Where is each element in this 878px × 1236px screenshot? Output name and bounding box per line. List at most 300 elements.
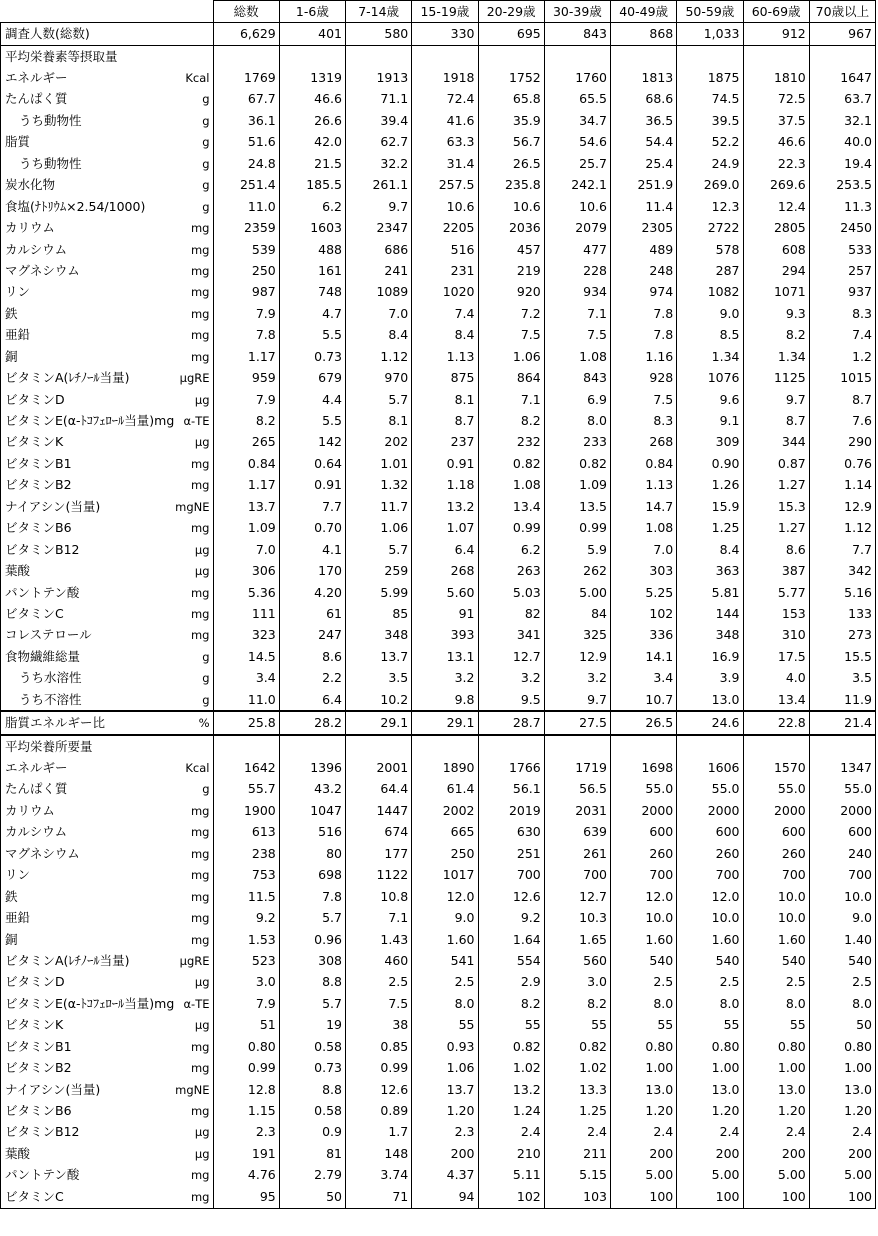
cell: 1769 [213,67,279,88]
cell: 5.15 [544,1165,610,1186]
cell: 5.11 [478,1165,544,1186]
cell: 0.9 [279,1122,345,1143]
cell: 1.00 [743,1057,809,1078]
cell: 12.3 [677,196,743,217]
cell: 6.2 [478,539,544,560]
row-unit: g [107,153,213,174]
cell: 100 [809,1186,875,1208]
cell: 1.7 [346,1122,412,1143]
cell: 0.82 [478,453,544,474]
cell: 6,629 [213,23,279,45]
cell: 26.6 [279,110,345,131]
cell: 0.80 [743,1036,809,1057]
cell: 560 [544,950,610,971]
cell: 306 [213,560,279,581]
row-unit: g [107,175,213,196]
cell: 6.4 [279,689,345,711]
cell: 1.08 [478,475,544,496]
cell: 1.09 [544,475,610,496]
cell: 13.7 [412,1079,478,1100]
cell: 7.9 [213,389,279,410]
cell: 10.6 [544,196,610,217]
row-label: ビタミンB6 [1,518,107,539]
cell: 148 [346,1143,412,1164]
cell: 8.6 [743,539,809,560]
cell: 25.8 [213,711,279,734]
cell: 7.5 [346,993,412,1014]
row-unit: μg [107,539,213,560]
cell: 1.06 [412,1057,478,1078]
cell: 0.73 [279,346,345,367]
cell: 1.20 [611,1100,677,1121]
cell: 700 [743,865,809,886]
cell: 10.0 [743,886,809,907]
row-label: うち動物性 [1,153,107,174]
cell: 170 [279,560,345,581]
cell: 19.4 [809,153,875,174]
cell: 5.77 [743,582,809,603]
cell: 1.18 [412,475,478,496]
cell: 80 [279,843,345,864]
cell: 1447 [346,800,412,821]
cell: 200 [611,1143,677,1164]
row-label: リン [1,282,107,303]
cell: 2305 [611,217,677,238]
table-row [1,496,876,517]
cell: 39.4 [346,110,412,131]
cell: 1071 [743,282,809,303]
cell: 0.89 [346,1100,412,1121]
cell: 13.0 [677,1079,743,1100]
cell: 1890 [412,757,478,778]
cell: 200 [677,1143,743,1164]
cell: 2036 [478,217,544,238]
row-label: パントテン酸 [1,582,107,603]
row-unit: mg [107,886,213,907]
row-label: 葉酸 [1,560,107,581]
cell: 541 [412,950,478,971]
cell: 36.1 [213,110,279,131]
row-unit: % [107,711,213,734]
cell: 5.7 [346,389,412,410]
cell: 9.8 [412,689,478,711]
cell: 248 [611,260,677,281]
cell: 12.0 [412,886,478,907]
cell: 341 [478,625,544,646]
table-row [1,132,876,153]
cell: 8.0 [809,993,875,1014]
row-unit: mg [107,239,213,260]
cell: 15.3 [743,496,809,517]
row-unit: μg [107,560,213,581]
column-header: 70歳以上 [809,1,875,23]
cell: 5.60 [412,582,478,603]
cell: 14.5 [213,646,279,667]
cell: 74.5 [677,89,743,110]
cell: 263 [478,560,544,581]
cell: 1.08 [611,518,677,539]
row-unit: Kcal [107,67,213,88]
cell: 1.32 [346,475,412,496]
table-row [1,1036,876,1057]
cell: 3.74 [346,1165,412,1186]
cell: 2.5 [346,972,412,993]
cell: 12.9 [544,646,610,667]
cell: 3.5 [346,668,412,689]
cell: 5.7 [279,907,345,928]
cell: 2.3 [412,1122,478,1143]
cell: 1.53 [213,929,279,950]
cell: 265 [213,432,279,453]
table-row [1,1015,876,1036]
cell: 3.4 [611,668,677,689]
cell: 36.5 [611,110,677,131]
cell: 7.4 [412,303,478,324]
cell: 24.6 [677,711,743,734]
cell: 8.0 [544,410,610,431]
cell: 24.9 [677,153,743,174]
empty-cell [743,45,809,67]
cell: 2.2 [279,668,345,689]
cell: 0.73 [279,1057,345,1078]
cell: 393 [412,625,478,646]
row-unit: μg [107,972,213,993]
cell: 1015 [809,367,875,388]
table-row [1,518,876,539]
cell: 2.79 [279,1165,345,1186]
cell: 100 [611,1186,677,1208]
cell: 460 [346,950,412,971]
cell: 1,033 [677,23,743,45]
cell: 920 [478,282,544,303]
cell: 1047 [279,800,345,821]
cell: 56.7 [478,132,544,153]
row-unit: g [107,668,213,689]
row-unit: mg [107,282,213,303]
cell: 5.36 [213,582,279,603]
cell: 8.7 [809,389,875,410]
cell: 15.9 [677,496,743,517]
cell: 238 [213,843,279,864]
row-label: ビタミンB12 [1,539,107,560]
row-label: カルシウム [1,239,107,260]
cell: 13.7 [213,496,279,517]
cell: 674 [346,822,412,843]
cell: 55.0 [677,779,743,800]
cell: 1.17 [213,346,279,367]
row-label: たんぱく質 [1,89,107,110]
cell: 5.16 [809,582,875,603]
cell: 65.8 [478,89,544,110]
cell: 4.37 [412,1165,478,1186]
cell: 342 [809,560,875,581]
cell: 5.81 [677,582,743,603]
cell: 1900 [213,800,279,821]
cell: 13.1 [412,646,478,667]
row-unit: mg [107,1100,213,1121]
cell: 1.60 [677,929,743,950]
cell: 477 [544,239,610,260]
cell: 3.2 [412,668,478,689]
cell: 1.17 [213,475,279,496]
fat-ratio-row [1,711,876,734]
column-header: 30-39歳 [544,1,610,23]
cell: 1606 [677,757,743,778]
cell: 516 [412,239,478,260]
row-label: うち不溶性 [1,689,107,711]
cell: 0.82 [544,453,610,474]
cell: 55 [611,1015,677,1036]
cell: 336 [611,625,677,646]
cell: 1.20 [809,1100,875,1121]
cell: 1.06 [346,518,412,539]
cell: 46.6 [279,89,345,110]
cell: 13.2 [478,1079,544,1100]
cell: 3.9 [677,668,743,689]
cell: 11.0 [213,196,279,217]
cell: 1.13 [611,475,677,496]
cell: 12.7 [544,886,610,907]
table-row [1,822,876,843]
cell: 7.9 [213,303,279,324]
cell: 25.4 [611,153,677,174]
row-label: カルシウム [1,822,107,843]
cell: 1913 [346,67,412,88]
cell: 43.2 [279,779,345,800]
cell: 1.60 [412,929,478,950]
cell: 1.16 [611,346,677,367]
row-label: ビタミンK [1,432,107,453]
cell: 10.8 [346,886,412,907]
section-title: 平均栄養所要量 [1,735,214,757]
cell: 1.01 [346,453,412,474]
table-row [1,929,876,950]
cell: 613 [213,822,279,843]
cell: 0.96 [279,929,345,950]
cell: 489 [611,239,677,260]
cell: 1.06 [478,346,544,367]
cell: 401 [279,23,345,45]
cell: 242.1 [544,175,610,196]
cell: 22.8 [743,711,809,734]
cell: 2805 [743,217,809,238]
cell: 11.3 [809,196,875,217]
cell: 161 [279,260,345,281]
row-unit: mgNE [107,1079,213,1100]
table-row [1,389,876,410]
cell: 580 [346,23,412,45]
cell: 94 [412,1186,478,1208]
row-label: 調査人数(総数) [1,23,214,45]
cell: 540 [611,950,677,971]
empty-cell [478,735,544,757]
cell: 5.7 [279,993,345,1014]
column-header: 60-69歳 [743,1,809,23]
cell: 1698 [611,757,677,778]
row-unit: mg [107,907,213,928]
empty-cell [213,45,279,67]
row-unit: mg [107,929,213,950]
cell: 387 [743,560,809,581]
cell: 22.3 [743,153,809,174]
row-unit: μg [107,1015,213,1036]
cell: 231 [412,260,478,281]
row-label: ビタミンB2 [1,1057,107,1078]
row-label: カリウム [1,800,107,821]
cell: 1.08 [544,346,610,367]
cell: 7.0 [213,539,279,560]
cell: 12.8 [213,1079,279,1100]
table-row [1,175,876,196]
cell: 344 [743,432,809,453]
cell: 5.00 [743,1165,809,1186]
cell: 4.20 [279,582,345,603]
table-row [1,453,876,474]
requirement-section-title [1,735,876,757]
cell: 3.0 [544,972,610,993]
cell: 5.9 [544,539,610,560]
cell: 8.8 [279,1079,345,1100]
table-row [1,1057,876,1078]
cell: 330 [412,23,478,45]
cell: 51 [213,1015,279,1036]
cell: 8.1 [346,410,412,431]
column-header: 1-6歳 [279,1,345,23]
cell: 987 [213,282,279,303]
cell: 11.7 [346,496,412,517]
cell: 228 [544,260,610,281]
cell: 56.1 [478,779,544,800]
row-label: 脂質エネルギー比 [1,711,107,734]
cell: 55.0 [809,779,875,800]
row-label: パントテン酸 [1,1165,107,1186]
cell: 9.0 [677,303,743,324]
cell: 3.2 [544,668,610,689]
cell: 7.0 [611,539,677,560]
cell: 241 [346,260,412,281]
row-unit: mg [107,346,213,367]
cell: 970 [346,367,412,388]
cell: 0.82 [544,1036,610,1057]
cell: 303 [611,560,677,581]
cell: 10.0 [611,907,677,928]
row-unit: mg [107,1186,213,1208]
row-label: ビタミンB1 [1,453,107,474]
cell: 2450 [809,217,875,238]
cell: 260 [743,843,809,864]
cell: 7.8 [279,886,345,907]
table-row [1,539,876,560]
table-row [1,217,876,238]
cell: 7.9 [213,993,279,1014]
cell: 457 [478,239,544,260]
table-row [1,1079,876,1100]
cell: 13.0 [677,689,743,711]
cell: 42.0 [279,132,345,153]
row-label: 炭水化物 [1,175,107,196]
table-row [1,67,876,88]
cell: 2359 [213,217,279,238]
cell: 13.2 [412,496,478,517]
table-row [1,475,876,496]
column-header: 50-59歳 [677,1,743,23]
cell: 24.8 [213,153,279,174]
cell: 686 [346,239,412,260]
cell: 2722 [677,217,743,238]
cell: 4.1 [279,539,345,560]
cell: 19 [279,1015,345,1036]
row-label: 鉄 [1,886,107,907]
cell: 1.14 [809,475,875,496]
cell: 32.1 [809,110,875,131]
cell: 253.5 [809,175,875,196]
row-label: ビタミンD [1,389,107,410]
cell: 2000 [611,800,677,821]
cell: 82 [478,603,544,624]
cell: 2.3 [213,1122,279,1143]
cell: 700 [611,865,677,886]
cell: 748 [279,282,345,303]
row-unit: mg [107,217,213,238]
cell: 200 [412,1143,478,1164]
table-row [1,1122,876,1143]
row-unit: μg [107,1122,213,1143]
cell: 9.1 [677,410,743,431]
empty-cell [346,735,412,757]
empty-cell [611,735,677,757]
cell: 10.0 [809,886,875,907]
cell: 6.4 [412,539,478,560]
table-row [1,239,876,260]
row-label: ナイアシン(当量) [1,496,107,517]
cell: 9.7 [346,196,412,217]
cell: 10.0 [743,907,809,928]
row-unit: μg [107,389,213,410]
cell: 13.0 [809,1079,875,1100]
cell: 700 [478,865,544,886]
cell: 40.0 [809,132,875,153]
cell: 6.2 [279,196,345,217]
cell: 8.0 [412,993,478,1014]
row-unit: g [107,110,213,131]
cell: 50 [809,1015,875,1036]
cell: 7.4 [809,325,875,346]
cell: 2.5 [412,972,478,993]
empty-cell [478,45,544,67]
row-label: うち水溶性 [1,668,107,689]
empty-cell [677,735,743,757]
cell: 0.91 [279,475,345,496]
cell: 695 [478,23,544,45]
cell: 578 [677,239,743,260]
cell: 251.9 [611,175,677,196]
cell: 268 [412,560,478,581]
cell: 41.6 [412,110,478,131]
cell: 8.7 [743,410,809,431]
cell: 0.80 [611,1036,677,1057]
cell: 21.5 [279,153,345,174]
cell: 1.07 [412,518,478,539]
table-row [1,993,876,1014]
cell: 72.5 [743,89,809,110]
row-label: 食塩(ﾅﾄﾘｳﾑ×2.54/1000) [1,196,107,217]
cell: 1.13 [412,346,478,367]
column-header: 15-19歳 [412,1,478,23]
cell: 10.0 [677,907,743,928]
cell: 1017 [412,865,478,886]
cell: 8.2 [743,325,809,346]
cell: 1642 [213,757,279,778]
